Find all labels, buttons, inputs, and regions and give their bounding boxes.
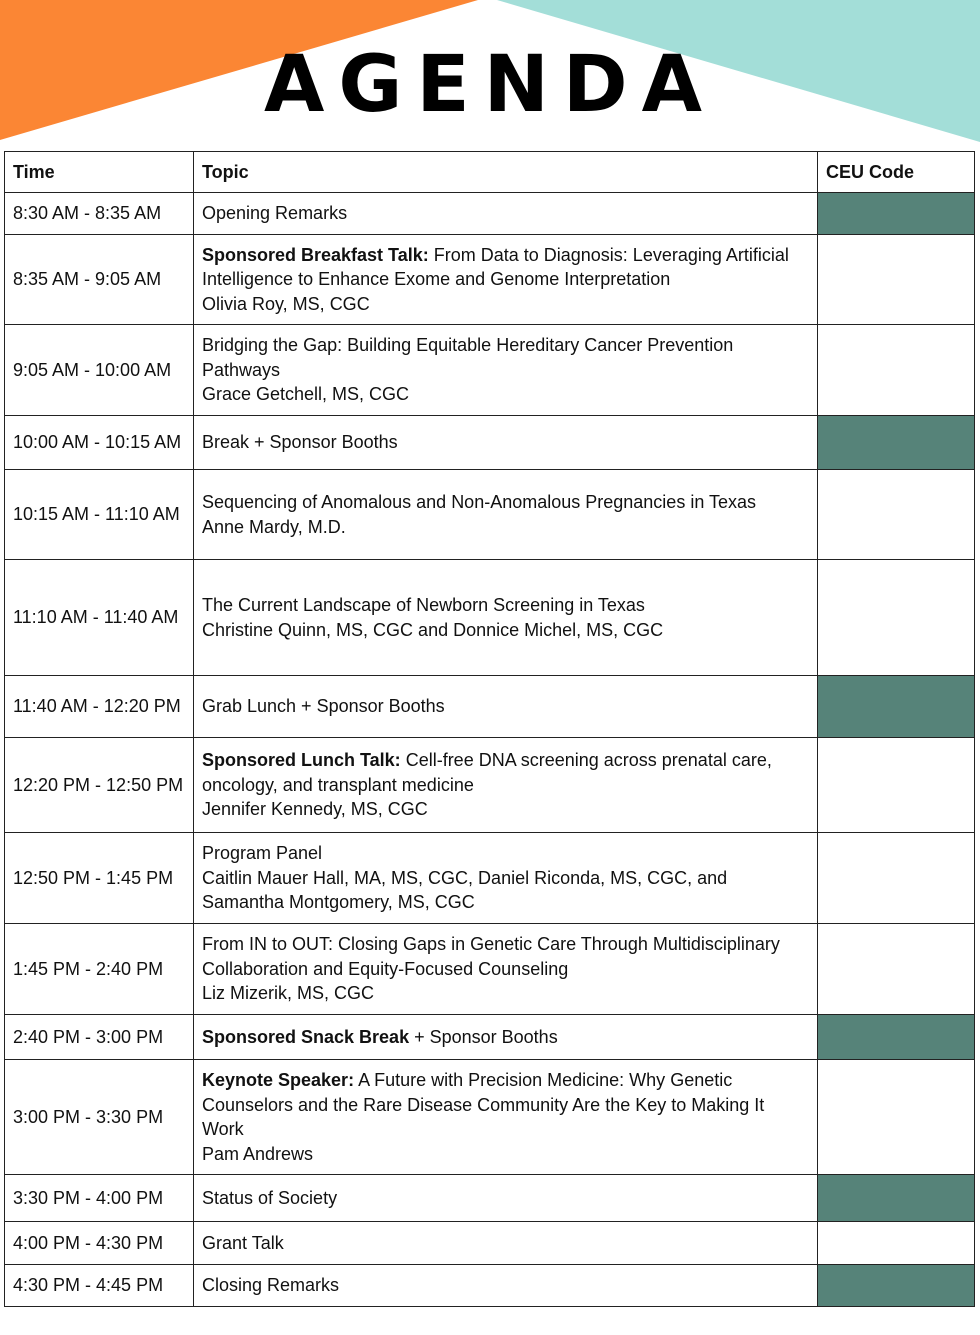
topic-cell (194, 325, 818, 416)
topic-bold-label: Sponsored Lunch Talk: (202, 750, 401, 771)
ceu-cell-filled (818, 676, 975, 738)
table-row (5, 924, 975, 1015)
topic-text: Sequencing of Anomalous and Non-Anomalous Pregnancies in Texas (202, 492, 757, 512)
topic-line (202, 841, 809, 866)
topic-speaker: Pam Andrews (202, 1143, 314, 1164)
ceu-cell (818, 1222, 975, 1265)
topic-text: Closing Remarks (202, 1275, 340, 1296)
topic-cell (194, 193, 818, 235)
topic-speaker: Caitlin Mauer Hall, MA, MS, CGC, Daniel Riconda, MS, CGC, and Samantha Montgomery, MS, CGC (202, 867, 728, 913)
time-cell: 1:45 PM - 2:40 PM (5, 924, 194, 1015)
topic-cell (194, 560, 818, 676)
time-cell: 11:10 AM - 11:40 AM (5, 560, 194, 676)
topic-line (202, 1273, 809, 1298)
topic-speaker: Jennifer Kennedy, MS, CGC (202, 799, 428, 820)
topic-cell (194, 1175, 818, 1222)
topic-line (202, 490, 809, 515)
topic-text: Grant Talk (202, 1232, 284, 1253)
ceu-cell (818, 325, 975, 416)
topic-speaker: Christine Quinn, MS, CGC and Donnice Michel, MS, CGC (202, 619, 664, 640)
topic-cell (194, 416, 818, 470)
topic-cell (194, 1222, 818, 1265)
time-cell: 3:00 PM - 3:30 PM (5, 1060, 194, 1175)
topic-text: Grab Lunch + Sponsor Booths (202, 696, 445, 717)
time-cell: 12:50 PM - 1:45 PM (5, 833, 194, 924)
topic-line (202, 430, 809, 455)
topic-bold-label: Sponsored Breakfast Talk: (202, 244, 429, 265)
ceu-cell (818, 470, 975, 560)
table-row (5, 470, 975, 560)
time-cell: 9:05 AM - 10:00 AM (5, 325, 194, 416)
time-column-header: Time (5, 152, 194, 193)
topic-line (202, 694, 809, 719)
topic-cell (194, 833, 818, 924)
table-row (5, 235, 975, 325)
time-cell: 4:00 PM - 4:30 PM (5, 1222, 194, 1265)
table-row (5, 1015, 975, 1060)
topic-line (202, 333, 809, 382)
page-title: AGENDA (263, 40, 717, 130)
topic-speaker: Anne Mardy, M.D. (202, 516, 346, 537)
topic-line (202, 201, 809, 226)
topic-line (202, 1231, 809, 1256)
time-cell: 2:40 PM - 3:00 PM (5, 1015, 194, 1060)
ceu-cell-filled (818, 193, 975, 235)
topic-text: Program Panel (202, 843, 323, 864)
table-row (5, 1265, 975, 1307)
ceu-cell (818, 738, 975, 833)
topic-text: Cell-free DNA screening across prenatal care, oncology, and transplant medicine (202, 750, 777, 795)
topic-cell (194, 924, 818, 1015)
topic-line (202, 1186, 809, 1211)
topic-speaker: Olivia Roy, MS, CGC (202, 293, 370, 314)
topic-text: A Future with Precision Medicine: Why Genetic Counselors and the Rare Disease Community Are the Key to Making It Work (202, 1070, 770, 1139)
topic-line (202, 1068, 809, 1142)
ceu-cell (818, 924, 975, 1015)
table-row (5, 416, 975, 470)
topic-bold-label: Sponsored Snack Break (202, 1026, 410, 1047)
table-header-row (5, 152, 975, 193)
topic-line (202, 748, 809, 797)
topic-text: Break + Sponsor Booths (202, 432, 398, 453)
ceu-cell-filled (818, 1175, 975, 1222)
table-row (5, 1060, 975, 1175)
table-row (5, 1222, 975, 1265)
table-row (5, 560, 975, 676)
ceu-cell (818, 560, 975, 676)
topic-cell (194, 1060, 818, 1175)
ceu-cell-filled (818, 416, 975, 470)
topic-cell (194, 470, 818, 560)
agenda-body (5, 193, 975, 1307)
table-row (5, 193, 975, 235)
topic-cell (194, 1015, 818, 1060)
topic-line (202, 932, 809, 981)
topic-speaker: Grace Getchell, MS, CGC (202, 384, 410, 405)
table-row (5, 325, 975, 416)
topic-cell (194, 1265, 818, 1307)
topic-cell (194, 235, 818, 325)
topic-text: + Sponsor Booths (409, 1026, 558, 1047)
agenda-table (4, 151, 975, 1307)
time-cell: 10:00 AM - 10:15 AM (5, 416, 194, 470)
time-cell: 3:30 PM - 4:00 PM (5, 1175, 194, 1222)
topic-text: The Current Landscape of Newborn Screening in Texas (202, 595, 645, 615)
topic-text: From IN to OUT: Closing Gaps in Genetic Care Through Multidisciplinary Collaboration and Equity-Focused Counseling (202, 934, 785, 979)
table-row (5, 676, 975, 738)
topic-line (202, 1025, 809, 1050)
time-cell: 11:40 AM - 12:20 PM (5, 676, 194, 738)
table-row (5, 738, 975, 833)
topic-column-header: Topic (194, 152, 818, 193)
time-cell: 12:20 PM - 12:50 PM (5, 738, 194, 833)
topic-text: Status of Society (202, 1187, 338, 1208)
ceu-column-header: CEU Code (818, 152, 975, 193)
ceu-cell-filled (818, 1015, 975, 1060)
time-cell: 8:30 AM - 8:35 AM (5, 193, 194, 235)
topic-text: From Data to Diagnosis: Leveraging Artificial Intelligence to Enhance Exome and Genome Interpretation (202, 244, 794, 290)
time-cell: 8:35 AM - 9:05 AM (5, 235, 194, 325)
ceu-cell (818, 1060, 975, 1175)
table-row (5, 833, 975, 924)
topic-text: Opening Remarks (202, 203, 348, 224)
table-row (5, 1175, 975, 1222)
ceu-cell (818, 235, 975, 325)
time-cell: 4:30 PM - 4:45 PM (5, 1265, 194, 1307)
ceu-cell-filled (818, 1265, 975, 1307)
topic-speaker: Liz Mizerik, MS, CGC (202, 983, 375, 1004)
topic-bold-label: Keynote Speaker: (202, 1070, 355, 1090)
topic-line (202, 243, 809, 292)
topic-text: Bridging the Gap: Building Equitable Hereditary Cancer Prevention Pathways (202, 335, 739, 380)
topic-cell (194, 676, 818, 738)
time-cell: 10:15 AM - 11:10 AM (5, 470, 194, 560)
topic-line (202, 593, 809, 618)
ceu-cell (818, 833, 975, 924)
topic-cell (194, 738, 818, 833)
